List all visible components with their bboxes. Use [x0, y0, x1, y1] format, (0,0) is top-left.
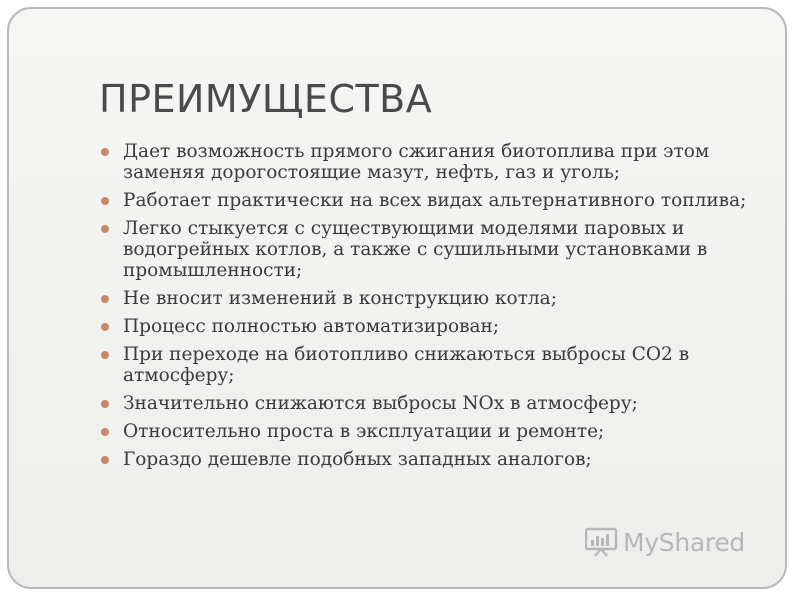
bullet-text: Значительно снижаются выбросы NOx в атмосферу;: [123, 393, 638, 414]
bullet-text: При переходе на биотопливо снижаються выбросы CO2 в атмосферу;: [123, 344, 690, 386]
list-item: [99, 344, 764, 386]
bullet-text: Гораздо дешевле подобных западных аналогов;: [123, 449, 592, 470]
slide-title: ПРЕИМУЩЕСТВА: [99, 77, 433, 121]
bullet-icon: [101, 351, 109, 359]
bullet-icon: [101, 148, 109, 156]
slide-frame: [7, 7, 787, 589]
bullet-icon: [101, 197, 109, 205]
bullet-text: Легко стыкуется с существующими моделями паровых и водогрейных котлов, а также с сушильными установками в промышленности;: [123, 218, 708, 281]
list-item: [99, 190, 764, 211]
bullet-text: Относительно проста в эксплуатации и ремонте;: [123, 421, 605, 442]
list-item: [99, 141, 764, 183]
bullet-icon: [101, 428, 109, 436]
bullet-list: [99, 141, 764, 477]
watermark: [585, 527, 745, 557]
bullet-icon: [101, 456, 109, 464]
bullet-text: Процесс полностью автоматизирован;: [123, 316, 500, 337]
list-item: [99, 218, 764, 281]
myshared-logo-icon: [585, 527, 619, 557]
bullet-icon: [101, 323, 109, 331]
bullet-text: Работает практически на всех видах альтернативного топлива;: [123, 190, 747, 211]
bullet-icon: [101, 400, 109, 408]
bullet-text: Не вносит изменений в конструкцию котла;: [123, 288, 557, 309]
list-item: [99, 288, 764, 309]
list-item: [99, 421, 764, 442]
watermark-text: MyShared: [623, 527, 745, 557]
list-item: [99, 316, 764, 337]
bullet-icon: [101, 225, 109, 233]
list-item: [99, 393, 764, 414]
list-item: [99, 449, 764, 470]
bullet-icon: [101, 295, 109, 303]
bullet-text: Дает возможность прямого сжигания биотоплива при этом заменяя дорогостоящие мазут, нефть, газ и уголь;: [123, 141, 710, 183]
